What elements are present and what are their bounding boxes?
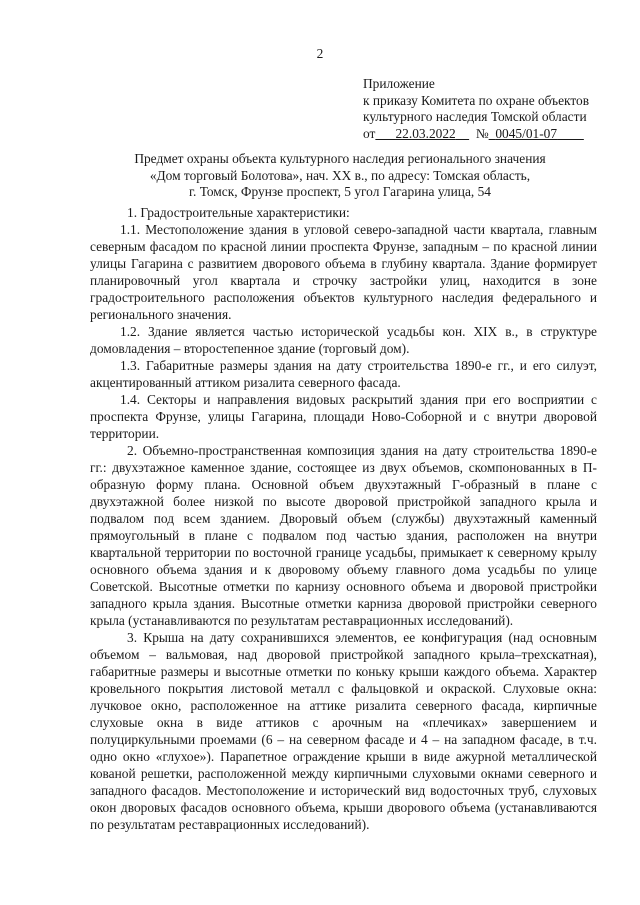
appendix-date-field [375, 126, 469, 141]
appendix-date-number-line [363, 126, 628, 143]
appendix-title: Приложение [363, 76, 435, 91]
paragraph-1-2: 1.2. Здание является частью исторической усадьбы кон. XIX в., в структуре домовладения – второстепенное здание (торговый дом). [90, 324, 597, 356]
title-line-3: г. Томск, Фрунзе проспект, 5 угол Гагарина улица, 54 [189, 184, 491, 199]
appendix-number-label: № [475, 125, 489, 141]
title-line-2: «Дом торговый Болотова», нач. XX в., по адресу: Томская область, [149, 167, 531, 183]
document-title [60, 151, 620, 201]
appendix-number: 0045/01-07 [495, 125, 558, 141]
appendix-from-label: от [363, 125, 376, 141]
appendix-committee-line: культурного наследия Томской области [363, 109, 587, 124]
document-body [90, 204, 597, 833]
paragraph-1-1: 1.1. Местоположение здания в угловой северо-западной части квартала, главным северным фасадом по красной линии проспекта Фрунзе, западным – по красной линии улицы Гагарина с развитием дворового объема в глубину квартала. Здание формирует планировочный угол квартала и строчку застройки улиц, находится в зоне градостроительного расположения объектов культурного наследия федерального и регионального значения. [90, 222, 597, 322]
appendix-block [363, 76, 628, 142]
page-number: 2 [316, 46, 324, 61]
paragraph-3: 3. Крыша на дату сохранившихся элементов, ее конфигурация (над основным объемом – вальмовая, над дворовой пристройкой западного крыла–трехскатная), габаритные размеры и высотные отметки по коньку крыши каждого объема. Характер кровельного покрытия листовой металл с фальцовкой и окраской. Слуховые окна: лучковое окно, расположенное на аттике ризалита северного фасада, кирпичные слуховые окна в виде аттиков с арочным на «плечиках» завершением и полуциркульными проемами (6 – на северном фасаде и 4 – на западном фасаде, в т.ч. одно окно «глухое»). Парапетное ограждение крыши в виде ажурной металлической кованой решетки, расположенной между кирпичными слуховыми окнами северного и западного фасадов. Местоположение и исторический вид водосточных труб, слуховых окон дворовых фасадов основного объема, крыши дворового объема (устанавливаются по результатам реставрационных исследований). [90, 630, 597, 832]
section-1-heading: 1. Градостроительные характеристики: [127, 205, 350, 220]
paragraph-1-3: 1.3. Габаритные размеры здания на дату строительства 1890-е гг., и его силуэт, акцентированный аттиком ризалита северного фасада. [90, 358, 597, 390]
paragraph-1-4: 1.4. Секторы и направления видовых раскрытий здания при его восприятии с проспекта Фрунзе, улицы Гагарина, площади Ново-Соборной и с внутри дворовой территории. [90, 392, 597, 441]
appendix-date: 22.03.2022 [395, 125, 456, 141]
appendix-number-field [489, 126, 584, 141]
title-line-1: Предмет охраны объекта культурного наследия регионального значения [134, 151, 546, 166]
paragraph-2: 2. Объемно-пространственная композиция здания на дату строительства 1890-е гг.: двухэтажное каменное здание, состоящее из двух объемов, скомпонованных в П-образную форму плана. Основной объем двухэтажный Г-образный в плане с двухэтажной более низкой по высоте дворовой пристройкой западного крыла и подвалом под всем зданием. Дворовый объем (службы) двухэтажный каменный прямоугольный в плане с подвалом под частью здания, расположен на внутри квартальной территории по восточной границе усадьбы, примыкает к северному крылу основного объема здания и к дворовому объему главного дома усадьбы по улице Советской. Высотные отметки по карнизу основного объема и дворовой пристройки западного крыла здания. Высотные отметки карниза дворовой пристройки северного крыла (устанавливаются по результатам реставрационных исследований). [90, 443, 597, 628]
appendix-order-line: к приказу Комитета по охране объектов [363, 92, 590, 108]
